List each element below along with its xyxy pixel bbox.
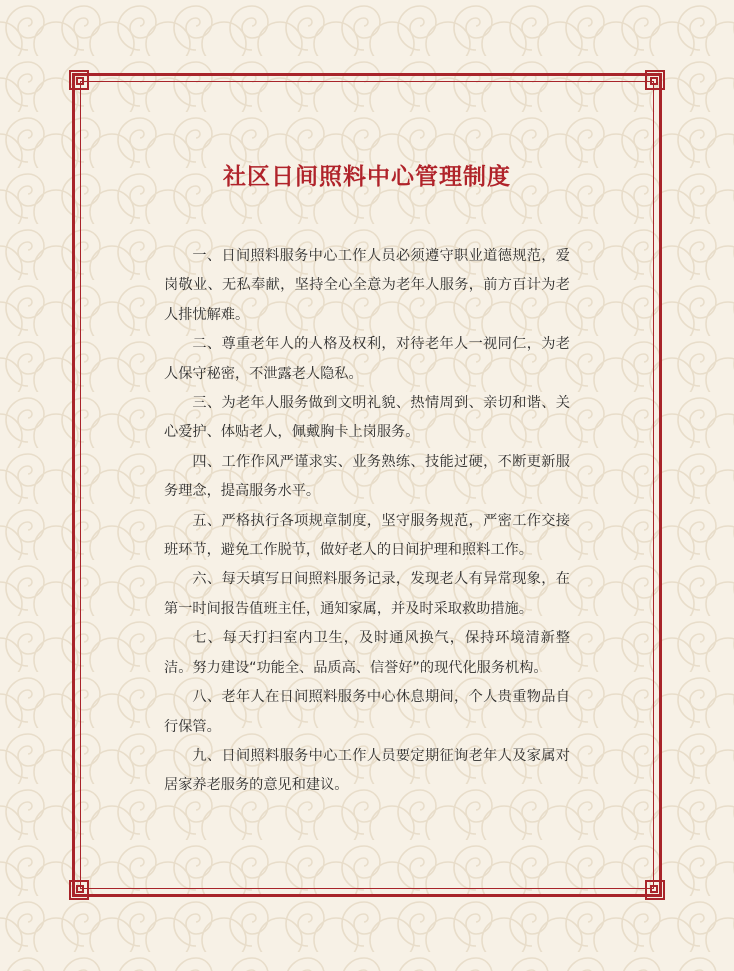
corner-ornament-icon [644, 69, 666, 91]
regulations-body [164, 242, 570, 801]
regulation-item-5: 五、严格执行各项规章制度，坚守服务规范，严密工作交接班环节，避免工作脱节，做好老人的日间护理和照料工作。 [164, 512, 570, 559]
regulation-item-2: 二、尊重老年人的人格及权利，对待老年人一视同仁，为老人保守秘密，不泄露老人隐私。 [164, 336, 570, 382]
corner-ornament-icon [644, 879, 666, 901]
regulation-item-7: 七、每天打扫室内卫生，及时通风换气，保持环境清新整洁。努力建设“功能全、品质高、信誉好”的现代化服务机构。 [164, 630, 570, 676]
regulation-item-9: 九、日间照料服务中心工作人员要定期征询老年人及家属对居家养老服务的意见和建议。 [164, 747, 570, 794]
regulation-item-6: 六、每天填写日间照料服务记录，发现老人有异常现象，在第一时间报告值班主任，通知家属，并及时采取救助措施。 [164, 571, 570, 617]
corner-ornament-icon [68, 879, 90, 901]
regulation-item-8: 八、老年人在日间照料服务中心休息期间，个人贵重物品自行保管。 [164, 689, 570, 735]
regulation-item-3: 三、为老年人服务做到文明礼貌、热情周到、亲切和谐、关心爱护、体贴老人，佩戴胸卡上岗服务。 [164, 395, 570, 441]
document-title: 社区日间照料中心管理制度 [223, 164, 511, 190]
regulation-item-1: 一、日间照料服务中心工作人员必须遵守职业道德规范，爱岗敬业、无私奉献，坚持全心全意为老年人服务，前方百计为老人排忧解难。 [164, 248, 570, 323]
corner-ornament-icon [68, 69, 90, 91]
regulation-item-4: 四、工作作风严谨求实、业务熟练、技能过硬，不断更新服务理念，提高服务水平。 [164, 453, 570, 500]
